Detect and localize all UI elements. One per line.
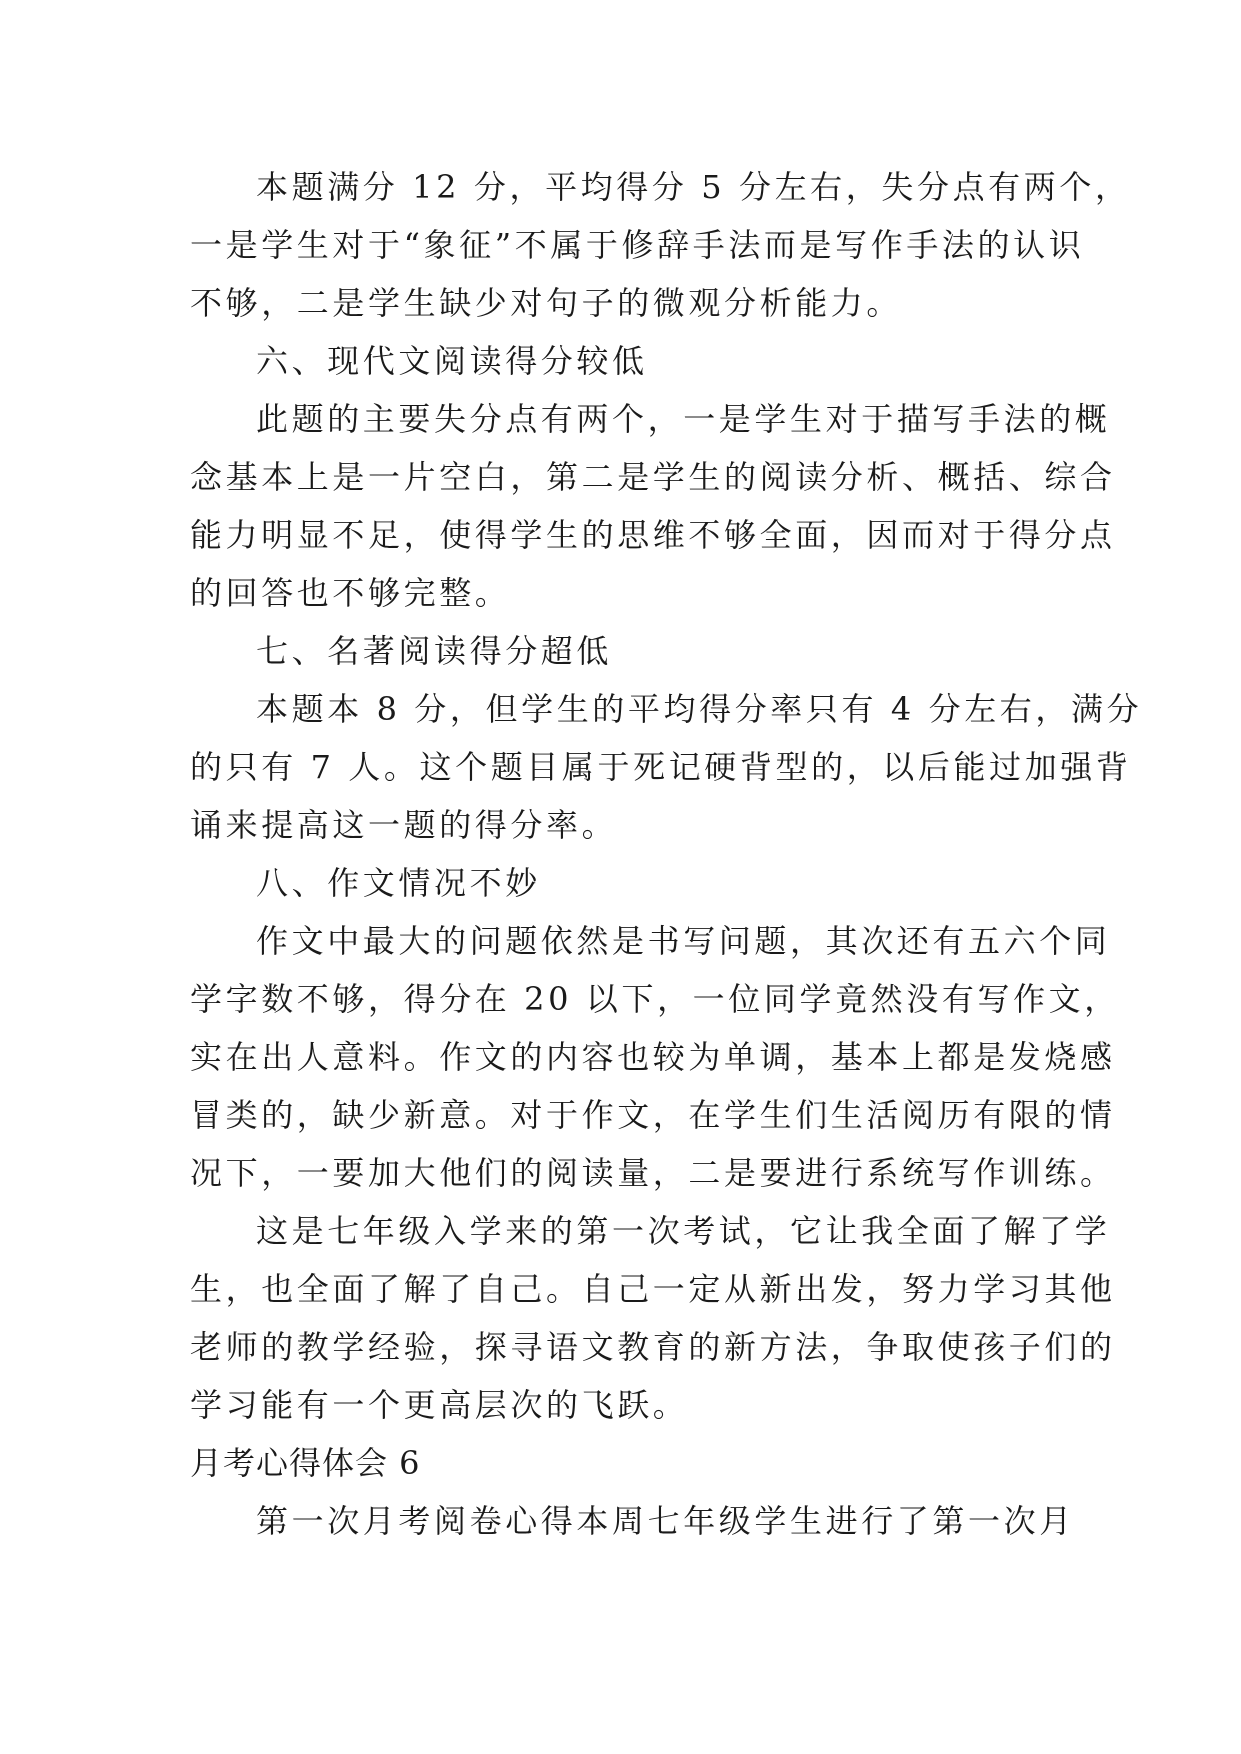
paragraph-line: 况下，一要加大他们的阅读量，二是要进行系统写作训练。: [190, 1154, 1116, 1192]
paragraph-line: 本题本 8 分，但学生的平均得分率只有 4 分左右，满分: [256, 690, 1143, 728]
paragraph-line: 生，也全面了解了自己。自己一定从新出发，努力学习其他: [190, 1270, 1116, 1308]
paragraph-line: 学字数不够，得分在 20 以下，一位同学竟然没有写作文，: [190, 980, 1120, 1018]
section-heading-8: 八、作文情况不妙: [256, 864, 541, 902]
paragraph-line: 的只有 7 人。这个题目属于死记硬背型的，以后能过加强背: [190, 748, 1132, 786]
paragraph-line: 本题满分 12 分，平均得分 5 分左右，失分点有两个，: [256, 168, 1131, 206]
paragraph-line: 诵来提高这一题的得分率。: [190, 806, 618, 844]
document-body: [190, 158, 1143, 1550]
paragraph-line: 念基本上是一片空白，第二是学生的阅读分析、概括、综合: [190, 458, 1116, 496]
paragraph-line: 老师的教学经验，探寻语文教育的新方法，争取使孩子们的: [190, 1328, 1116, 1366]
paragraph-line: 实在出人意料。作文的内容也较为单调，基本上都是发烧感: [190, 1038, 1116, 1076]
paragraph-line: 冒类的，缺少新意。对于作文，在学生们生活阅历有限的情: [190, 1096, 1116, 1134]
paragraph-line: 能力明显不足，使得学生的思维不够全面，因而对于得分点: [190, 516, 1116, 554]
document-title: 月考心得体会 6: [190, 1444, 421, 1482]
section-heading-7: 七、名著阅读得分超低: [256, 632, 613, 670]
section-heading-6: 六、现代文阅读得分较低: [256, 342, 648, 380]
paragraph-line: 不够，二是学生缺少对句子的微观分析能力。: [190, 284, 903, 322]
paragraph-line: 学习能有一个更高层次的飞跃。: [190, 1386, 689, 1424]
paragraph-line: 此题的主要失分点有两个，一是学生对于描写手法的概: [256, 400, 1111, 438]
paragraph-line: 作文中最大的问题依然是书写问题，其次还有五六个同: [256, 922, 1111, 960]
paragraph-line: 这是七年级入学来的第一次考试，它让我全面了解了学: [256, 1212, 1111, 1250]
paragraph-line: 一是学生对于“象征”不属于修辞手法而是写作手法的认识: [190, 226, 1085, 264]
paragraph-line: 的回答也不够完整。: [190, 574, 511, 612]
paragraph-line: 第一次月考阅卷心得本周七年级学生进行了第一次月: [256, 1502, 1075, 1540]
